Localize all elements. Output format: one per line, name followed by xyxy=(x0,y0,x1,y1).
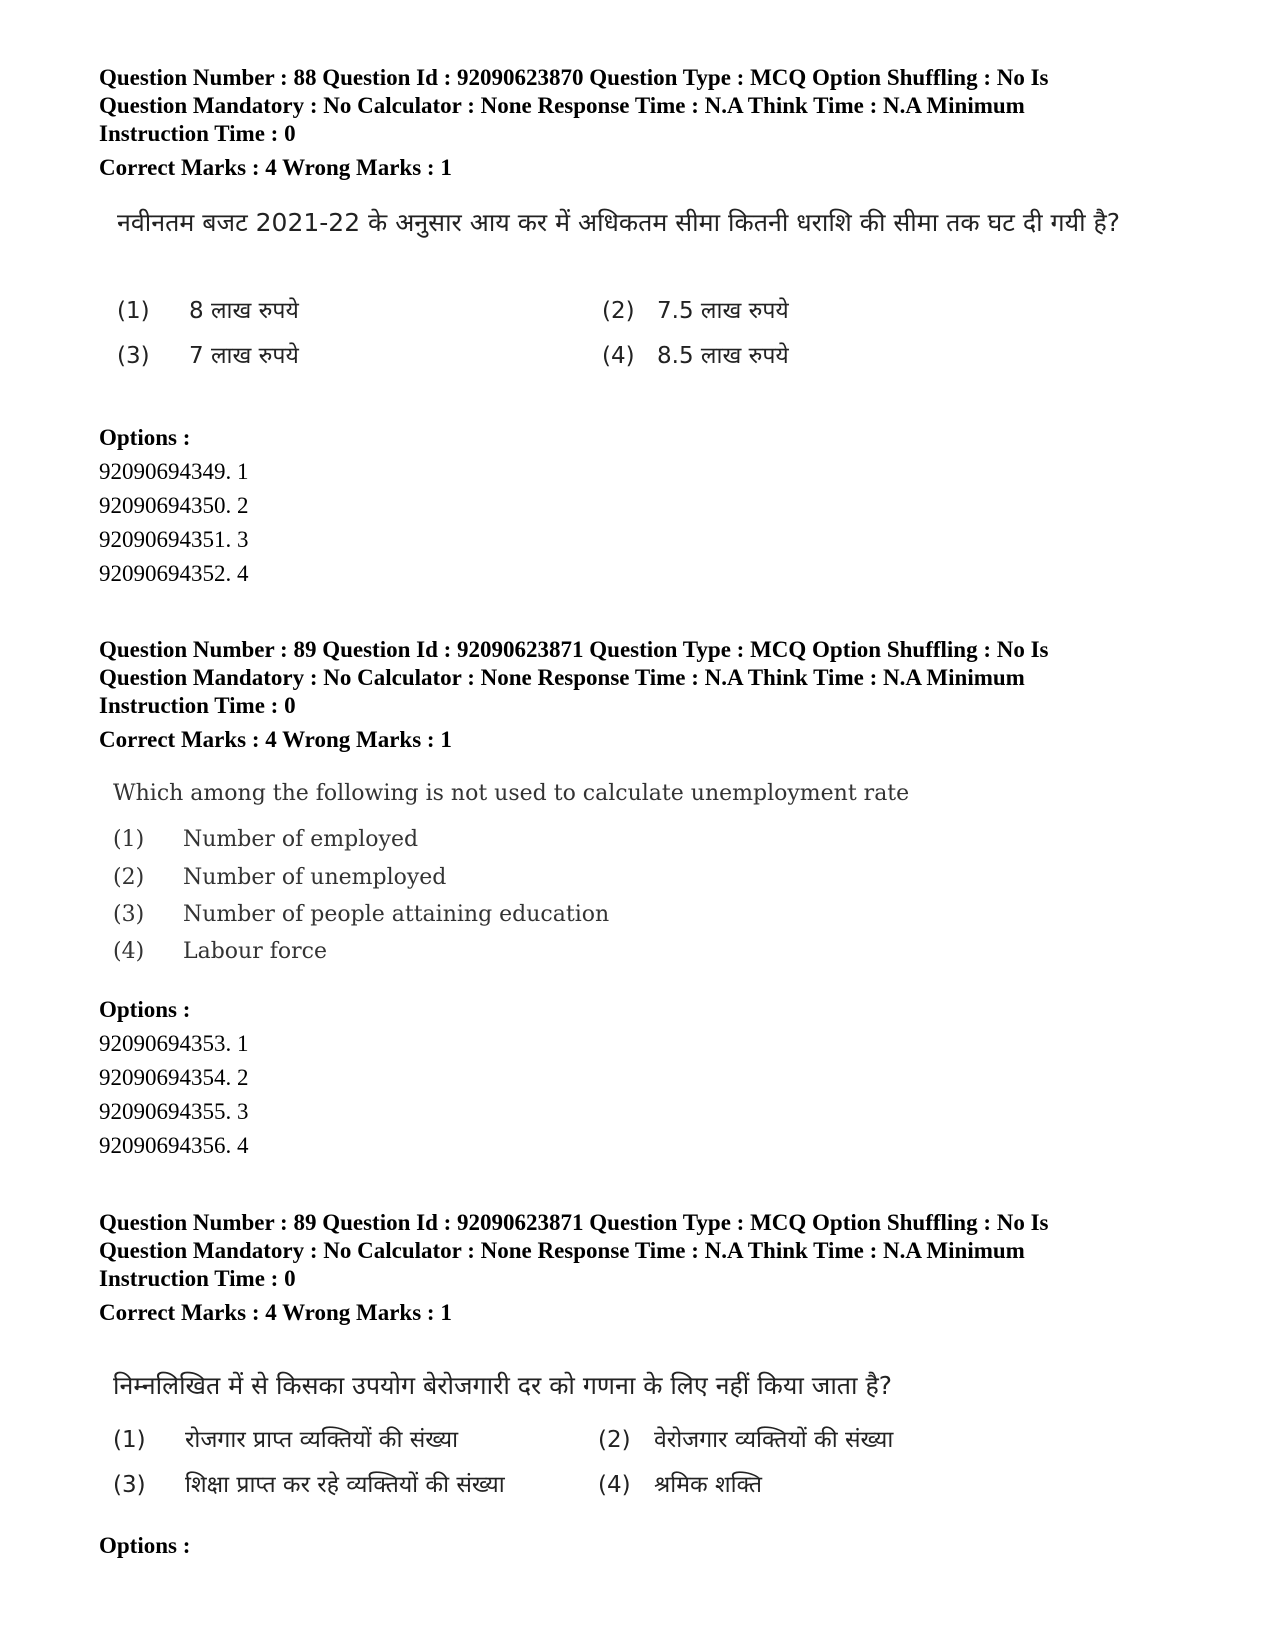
question-meta-line: Question Number : 89 Question Id : 92090623871 Question Type : MCQ Option Shuffling : No Is xyxy=(99,637,1049,662)
choice-number: (4) xyxy=(113,939,145,964)
question-header-88 xyxy=(99,64,1199,182)
question-text: निम्नलिखित में से किसका उपयोग बेरोजगारी दर को गणना के लिए नहीं किया जाता है? xyxy=(113,1371,893,1400)
choice-item xyxy=(602,293,789,325)
choice-text: 7 लाख रुपये xyxy=(189,343,299,369)
choice-text: 8 लाख रुपये xyxy=(189,298,299,324)
question-marks: Correct Marks : 4 Wrong Marks : 1 xyxy=(99,1300,452,1325)
choice-item xyxy=(598,1467,762,1499)
choice-item xyxy=(117,338,299,370)
choice-number: (1) xyxy=(117,298,150,324)
choice-number: (3) xyxy=(117,343,150,369)
option-id: 92090694354. 2 xyxy=(99,1065,249,1090)
choice-number: (1) xyxy=(113,1427,146,1453)
option-id: 92090694350. 2 xyxy=(99,493,249,518)
choice-number: (3) xyxy=(113,1472,146,1498)
option-id: 92090694353. 1 xyxy=(99,1031,249,1056)
choice-item xyxy=(113,1467,505,1499)
choice-number: (4) xyxy=(602,343,635,369)
choice-number: (1) xyxy=(113,827,145,852)
question-marks: Correct Marks : 4 Wrong Marks : 1 xyxy=(99,155,452,180)
choice-text: Number of employed xyxy=(183,827,419,852)
choice-text: 8.5 लाख रुपये xyxy=(657,343,789,369)
question-meta-line: Question Mandatory : No Calculator : None Response Time : N.A Think Time : N.A Minimum xyxy=(99,1238,1025,1263)
choice-text: Number of people attaining education xyxy=(183,902,610,927)
question-meta-line: Question Number : 88 Question Id : 92090623870 Question Type : MCQ Option Shuffling : No Is xyxy=(99,65,1049,90)
option-id: 92090694355. 3 xyxy=(99,1099,249,1124)
choice-item xyxy=(117,293,299,325)
choice-item xyxy=(113,827,418,852)
choice-text: Number of unemployed xyxy=(183,865,447,890)
choice-text: 7.5 लाख रुपये xyxy=(657,298,789,324)
choice-item xyxy=(113,902,609,927)
option-id: 92090694351. 3 xyxy=(99,527,249,552)
choice-text: शिक्षा प्राप्त कर रहे व्यक्तियों की संख्या xyxy=(185,1472,505,1498)
option-id: 92090694356. 4 xyxy=(99,1133,249,1158)
question-header-89-hindi xyxy=(99,1209,1199,1327)
choice-text: Labour force xyxy=(183,939,327,964)
options-label: Options : xyxy=(99,1533,191,1558)
question-meta-line: Question Mandatory : No Calculator : None Response Time : N.A Think Time : N.A Minimum xyxy=(99,93,1025,118)
question-meta-line: Question Mandatory : No Calculator : None Response Time : N.A Think Time : N.A Minimum xyxy=(99,665,1025,690)
choice-number: (2) xyxy=(598,1427,631,1453)
question-text: नवीनतम बजट 2021-22 के अनुसार आय कर में अधिकतम सीमा कितनी धराशि की सीमा तक घट दी गयी है? xyxy=(117,208,1121,237)
options-label: Options : xyxy=(99,997,191,1022)
choice-number: (2) xyxy=(602,298,635,324)
choice-item xyxy=(113,865,446,890)
option-id: 92090694352. 4 xyxy=(99,561,249,586)
choice-number: (4) xyxy=(598,1472,631,1498)
question-header-89 xyxy=(99,636,1199,754)
question-meta-line: Instruction Time : 0 xyxy=(99,1266,296,1291)
choice-item xyxy=(113,939,327,964)
choice-number: (2) xyxy=(113,865,145,890)
question-meta-line: Instruction Time : 0 xyxy=(99,693,296,718)
options-label: Options : xyxy=(99,425,191,450)
option-id: 92090694349. 1 xyxy=(99,459,249,484)
question-text: Which among the following is not used to calculate unemployment rate xyxy=(113,781,910,806)
choice-item xyxy=(113,1422,458,1454)
choice-item xyxy=(602,338,789,370)
choice-text: वेरोजगार व्यक्तियों की संख्या xyxy=(654,1427,894,1453)
choice-item xyxy=(598,1422,893,1454)
question-meta-line: Instruction Time : 0 xyxy=(99,121,296,146)
choice-text: रोजगार प्राप्त व्यक्तियों की संख्या xyxy=(185,1427,459,1453)
question-marks: Correct Marks : 4 Wrong Marks : 1 xyxy=(99,727,452,752)
question-meta-line: Question Number : 89 Question Id : 92090623871 Question Type : MCQ Option Shuffling : No Is xyxy=(99,1210,1049,1235)
choice-number: (3) xyxy=(113,902,145,927)
choice-text: श्रमिक शक्ति xyxy=(654,1472,763,1498)
